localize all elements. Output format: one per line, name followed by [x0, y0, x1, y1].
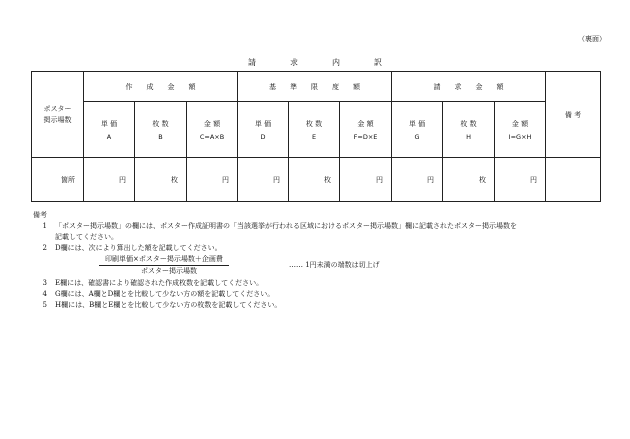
page-side-label: （裏面）: [578, 35, 606, 43]
value-cell-a[interactable]: 円: [84, 158, 135, 202]
remarks-header: 備 考: [546, 72, 601, 158]
value-cell-c[interactable]: 円: [187, 158, 238, 202]
standard-limit-header: 基 準 限 度 額: [238, 72, 392, 102]
value-cell-e[interactable]: 枚: [289, 158, 340, 202]
sub-header-h: 枚 数 H: [443, 102, 495, 158]
notes-section: [33, 210, 517, 311]
remarks-cell[interactable]: [546, 158, 601, 202]
title-char: 訳: [374, 58, 382, 67]
sub-header-d: 単 価 D: [238, 102, 289, 158]
value-cell-i[interactable]: 円: [495, 158, 546, 202]
document-title: [0, 57, 630, 68]
value-cell-f[interactable]: 円: [340, 158, 392, 202]
value-cell-g[interactable]: 円: [392, 158, 443, 202]
note-1: 1 「ポスター掲示場数」の欄には、ポスター作成証明書の「当該選挙が行われる区域におけるポスター掲示場数」欄に記載されたポスター掲示場数を: [42, 222, 517, 230]
sub-header-c: 金 額 C=A×B: [187, 102, 238, 158]
title-char: 請: [248, 58, 256, 67]
formula-numerator: 印刷単価×ポスター掲示場数＋企画費: [99, 254, 229, 266]
claim-breakdown-table: [31, 71, 601, 202]
note-3: 3 E欄には、確認書により確認された作成枚数を記載してください。: [42, 279, 264, 287]
formula-denominator: ポスター掲示場数: [141, 267, 197, 275]
sub-header-f: 金 額 F=D×E: [340, 102, 392, 158]
poster-count-cell[interactable]: 箇所: [32, 158, 84, 202]
formula-rounding-note: …… 1円未満の端数は切上げ: [289, 261, 380, 269]
unit-price-formula: [33, 254, 517, 278]
note-1-continued: 記載してください。: [55, 233, 118, 241]
note-5: 5 H欄には、B欄とE欄とを比較して少ない方の枚数を記載してください。: [42, 301, 282, 309]
note-4: 4 G欄には、A欄とD欄とを比較して少ない方の額を記載してください。: [42, 290, 275, 298]
value-cell-b[interactable]: 枚: [135, 158, 187, 202]
sub-header-b: 枚 数 B: [135, 102, 187, 158]
sub-header-a: 単 価 A: [84, 102, 135, 158]
note-2: 2 D欄には、次により算出した額を記載してください。: [42, 244, 222, 252]
poster-count-header: ポスター 掲示場数: [32, 72, 84, 158]
title-char: 求: [290, 58, 298, 67]
sub-header-g: 単 価 G: [392, 102, 443, 158]
notes-heading: 備考: [33, 211, 47, 219]
sub-header-i: 金 額 I=G×H: [495, 102, 546, 158]
value-cell-h[interactable]: 枚: [443, 158, 495, 202]
title-char: 内: [332, 58, 340, 67]
sub-header-e: 枚 数 E: [289, 102, 340, 158]
claim-amount-header: 請 求 金 額: [392, 72, 546, 102]
value-cell-d[interactable]: 円: [238, 158, 289, 202]
production-amount-header: 作 成 金 額: [84, 72, 238, 102]
